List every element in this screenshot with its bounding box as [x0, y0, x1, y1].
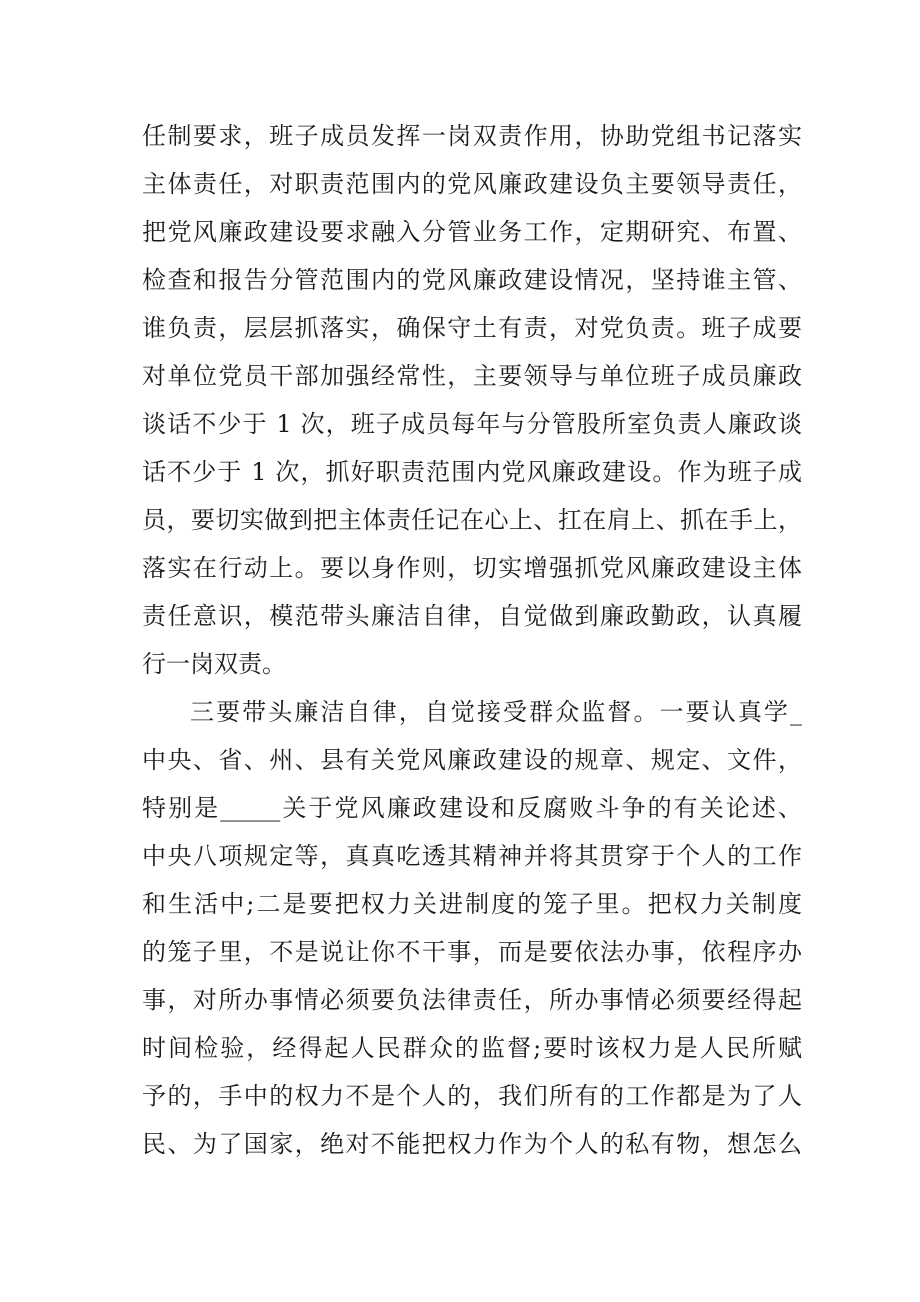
paragraph-1: [142, 112, 802, 688]
paragraph-line: 的笼子里，不是说让你不干事，而是要依法办事，依程序办: [142, 938, 802, 966]
paragraph-line: 任制要求，班子成员发挥一岗双责作用，协助党组书记落实: [142, 122, 802, 150]
paragraph-line: 责任意识，模范带头廉洁自律，自觉做到廉政勤政，认真履: [142, 602, 802, 630]
paragraph-line: 主体责任，对职责范围内的党风廉政建设负主要领导责任，: [142, 170, 802, 198]
paragraph-line: 行一岗双责。: [142, 650, 286, 678]
paragraph-line: 检查和报告分管范围内的党风廉政建设情况，坚持谁主管、: [142, 266, 802, 294]
paragraph-2: [142, 688, 802, 1168]
paragraph-line: 话不少于 1 次，抓好职责范围内党风廉政建设。作为班子成: [142, 458, 802, 486]
paragraph-line: 对单位党员干部加强经常性，主要领导与单位班子成员廉政: [142, 362, 802, 390]
document-body: [142, 112, 802, 1168]
paragraph-line: 和生活中;二是要把权力关进制度的笼子里。把权力关制度: [142, 890, 802, 918]
paragraph-line: 三要带头廉洁自律，自觉接受群众监督。一要认真学_: [190, 698, 802, 726]
paragraph-line: 谈话不少于 1 次，班子成员每年与分管股所室负责人廉政谈: [142, 410, 802, 438]
paragraph-line: 予的，手中的权力不是个人的，我们所有的工作都是为了人: [142, 1082, 802, 1110]
paragraph-line: 事，对所办事情必须要负法律责任，所办事情必须要经得起: [142, 986, 802, 1014]
paragraph-line: 把党风廉政建设要求融入分管业务工作，定期研究、布置、: [142, 218, 802, 246]
paragraph-line: 民、为了国家，绝对不能把权力作为个人的私有物，想怎么: [142, 1130, 802, 1158]
paragraph-line: 中央八项规定等，真真吃透其精神并将其贯穿于个人的工作: [142, 842, 802, 870]
paragraph-line: 员，要切实做到把主体责任记在心上、扛在肩上、抓在手上，: [142, 506, 802, 534]
paragraph-line: 落实在行动上。要以身作则，切实增强抓党风廉政建设主体: [142, 554, 802, 582]
paragraph-line: 时间检验，经得起人民群众的监督;要时该权力是人民所赋: [142, 1034, 802, 1062]
paragraph-line: 特别是_____关于党风廉政建设和反腐败斗争的有关论述、: [142, 794, 802, 822]
paragraph-line: 中央、省、州、县有关党风廉政建设的规章、规定、文件，: [142, 746, 802, 774]
paragraph-line: 谁负责，层层抓落实，确保守土有责，对党负责。班子成要: [142, 314, 802, 342]
